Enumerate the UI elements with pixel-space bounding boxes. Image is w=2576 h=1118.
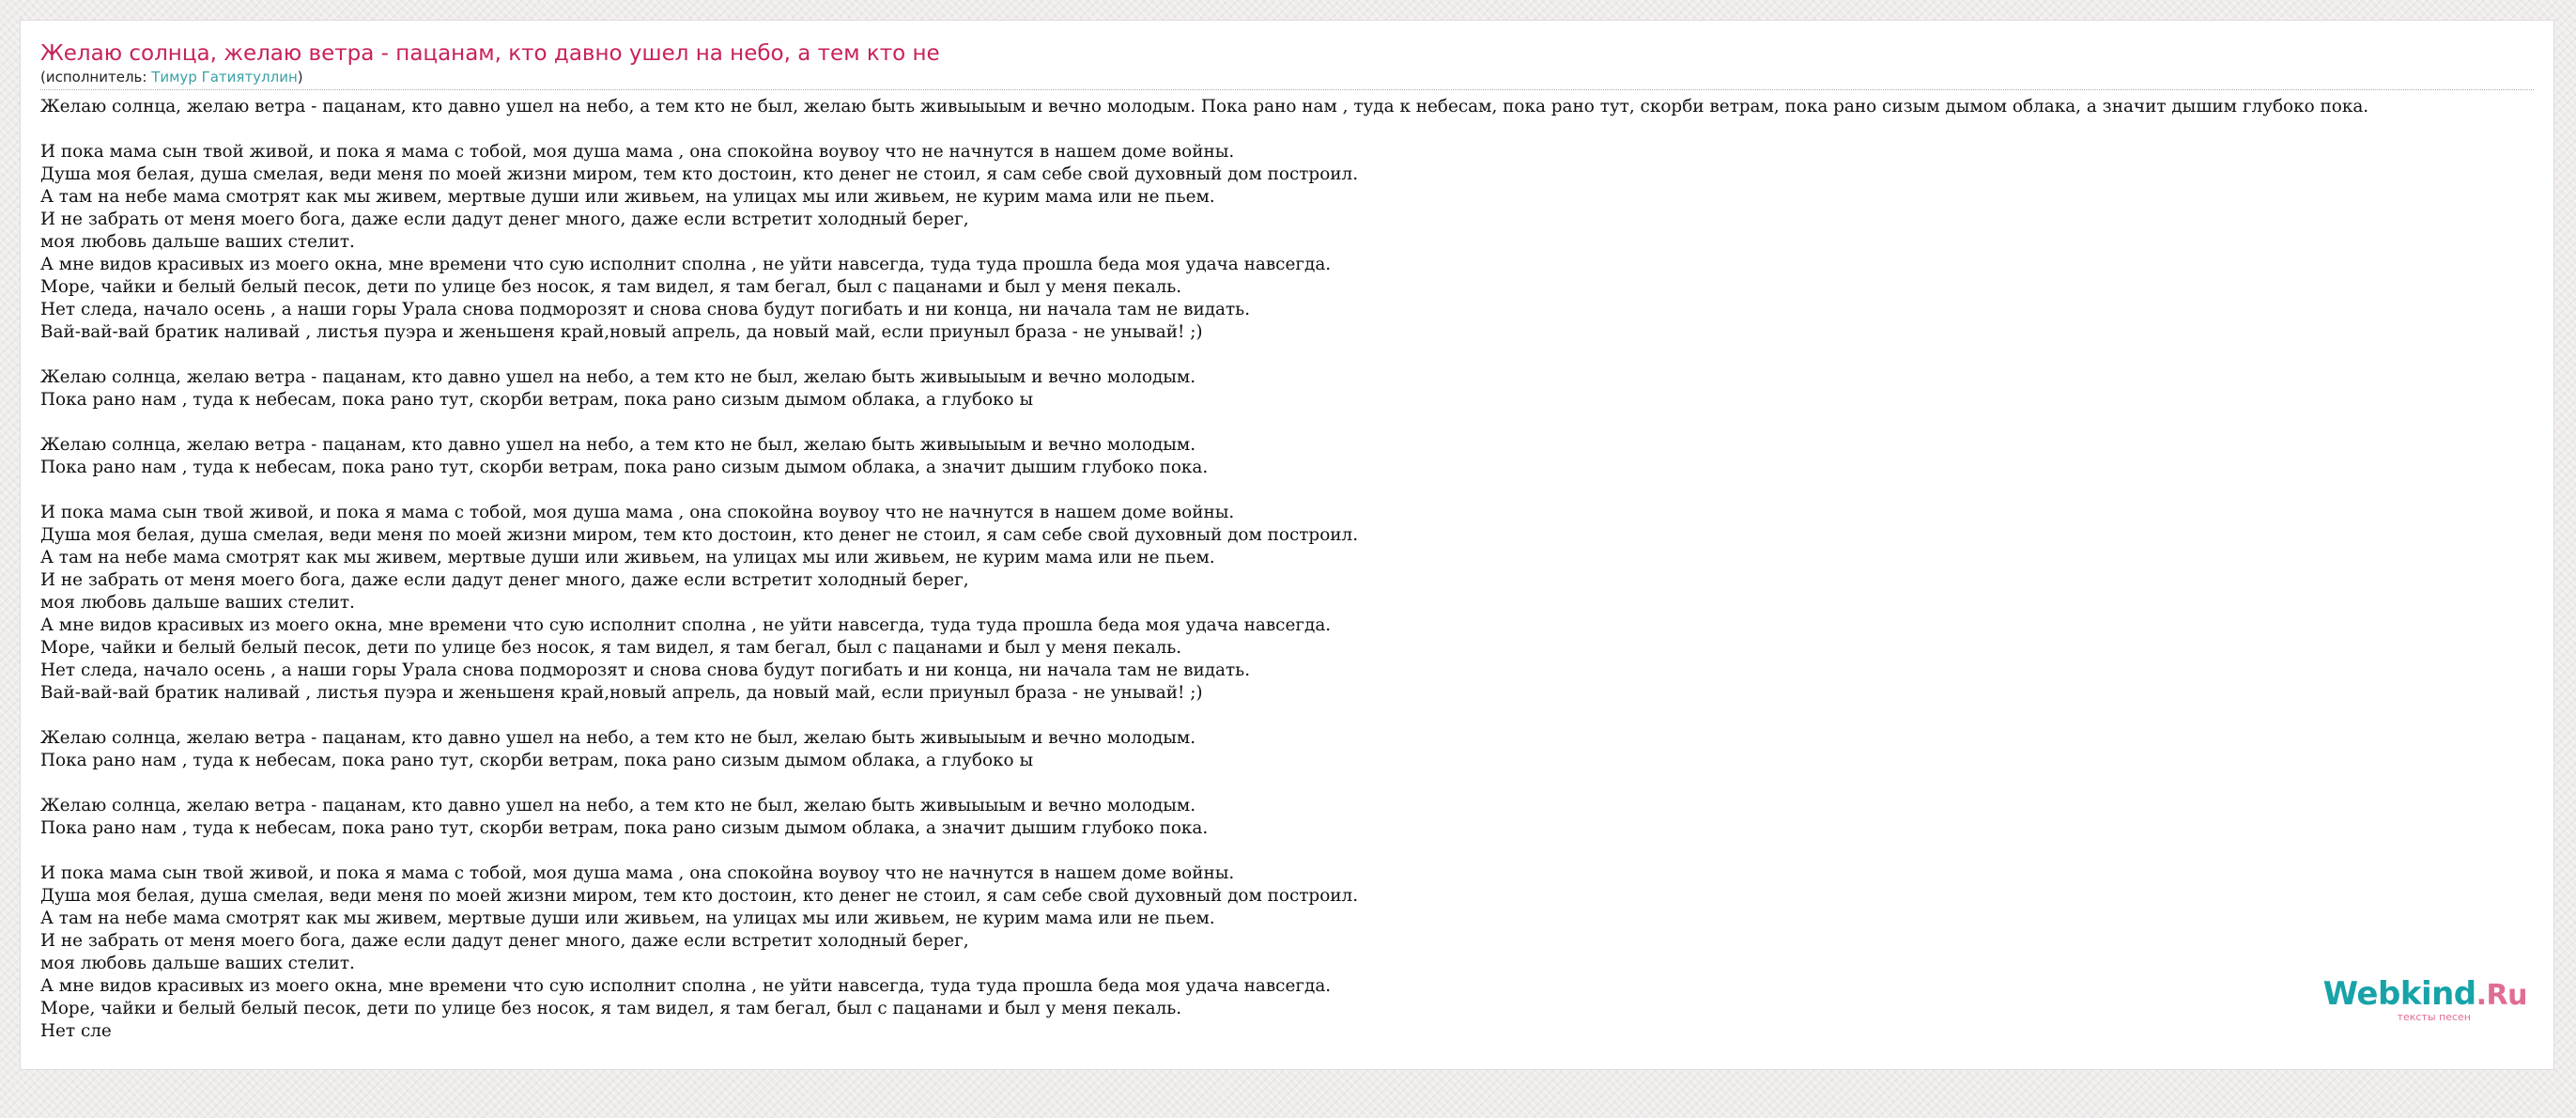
lyric-line: Пока рано нам , туда к небесам, пока рано тут, скорби ветрам, пока рано сизым дымом облака, а глубоко ы bbox=[40, 390, 1034, 410]
lyrics-card bbox=[20, 20, 2554, 1070]
lyric-line: А мне видов красивых из моего окна, мне времени что сую исполнит сполна , не уйти навсегда, туда туда прошла беда моя удача навсегда. bbox=[40, 976, 1332, 996]
lyric-line: И пока мама сын твой живой, и пока я мама с тобой, моя душа мама , она спокойна воувоу что не начнутся в нашем доме войны. bbox=[40, 503, 1235, 522]
lyric-line: Душа моя белая, душа смелая, веди меня по моей жизни миром, тем кто достоин, кто денег не стоил, я сам себе свой духовный дом построил. bbox=[40, 525, 1359, 545]
lyric-line: А мне видов красивых из моего окна, мне времени что сую исполнит сполна , не уйти навсегда, туда туда прошла беда моя удача навсегда. bbox=[40, 615, 1332, 635]
song-header bbox=[40, 39, 2534, 90]
lyric-line: И не забрать от меня моего бога, даже если дадут денег много, даже если встретит холодный берег, bbox=[40, 210, 969, 229]
artist-line bbox=[40, 68, 2534, 90]
site-logo[interactable] bbox=[2323, 977, 2527, 1022]
lyric-line: моя любовь дальше ваших стелит. bbox=[40, 954, 355, 973]
lyric-line: И пока мама сын твой живой, и пока я мама с тобой, моя душа мама , она спокойна воувоу что не начнутся в нашем доме войны. bbox=[40, 863, 1235, 883]
lyric-line: И не забрать от меня моего бога, даже если дадут денег много, даже если встретит холодный берег, bbox=[40, 570, 969, 590]
lyrics-text bbox=[40, 96, 2554, 1043]
artist-suffix: ) bbox=[297, 69, 303, 85]
logo-suffix: .Ru bbox=[2476, 979, 2527, 1012]
lyric-line: Душа моя белая, душа смелая, веди меня по моей жизни миром, тем кто достоин, кто денег не стоил, я сам себе свой духовный дом построил. bbox=[40, 886, 1359, 906]
logo-tagline: тексты песен bbox=[2397, 1011, 2471, 1023]
lyric-line: Желаю солнца, желаю ветра - пацанам, кто давно ушел на небо, а тем кто не был, желаю быть живыыыым и вечно молодым. bbox=[40, 796, 1196, 815]
song-title: Желаю солнца, желаю ветра - пацанам, кто давно ушел на небо, а тем кто не bbox=[40, 41, 940, 66]
lyric-line: Нет сле bbox=[40, 1021, 112, 1041]
lyric-line: И пока мама сын твой живой, и пока я мама с тобой, моя душа мама , она спокойна воувоу что не начнутся в нашем доме войны. bbox=[40, 142, 1235, 162]
lyric-line: Желаю солнца, желаю ветра - пацанам, кто давно ушел на небо, а тем кто не был, желаю быть живыыыым и вечно молодым. bbox=[40, 435, 1196, 455]
lyric-line: Вай-вай-вай братик наливай , листья пуэра и женьшеня край,новый апрель, да новый май, если приуныл браза - не унывай! ;) bbox=[40, 322, 1203, 342]
logo-main-text: Webkind bbox=[2322, 975, 2476, 1013]
lyric-line: Желаю солнца, желаю ветра - пацанам, кто давно ушел на небо, а тем кто не был, желаю быть живыыыым и вечно молодым. bbox=[40, 367, 1196, 387]
lyric-line: Пока рано нам , туда к небесам, пока рано тут, скорби ветрам, пока рано сизым дымом облака, а глубоко ы bbox=[40, 751, 1034, 770]
artist-link[interactable]: Тимур Гатиятуллин bbox=[151, 69, 298, 85]
lyric-line: А там на небе мама смотрят как мы живем, мертвые души или живьем, на улицах мы или живьем, не курим мама или не пьем. bbox=[40, 908, 1215, 928]
lyric-line: Желаю солнца, желаю ветра - пацанам, кто давно ушел на небо, а тем кто не был, желаю быть живыыыым и вечно молодым. bbox=[40, 728, 1196, 748]
lyric-line: моя любовь дальше ваших стелит. bbox=[40, 593, 355, 613]
lyric-line: Желаю солнца, желаю ветра - пацанам, кто давно ушел на небо, а тем кто не был, желаю быть живыыыым и вечно молодым. Пока рано нам , туда к небесам, пока рано тут, скорби ветрам, пока рано сизым дымом облака, а значит дышим глубоко пока. bbox=[40, 97, 2369, 116]
lyric-line: Нет следа, начало осень , а наши горы Урала снова подморозят и снова снова будут погибать и ни конца, ни начала там не видать. bbox=[40, 300, 1251, 319]
lyric-line: Пока рано нам , туда к небесам, пока рано тут, скорби ветрам, пока рано сизым дымом облака, а значит дышим глубоко пока. bbox=[40, 458, 1209, 477]
lyric-line: Нет следа, начало осень , а наши горы Урала снова подморозят и снова снова будут погибать и ни конца, ни начала там не видать. bbox=[40, 660, 1251, 680]
lyric-line: И не забрать от меня моего бога, даже если дадут денег много, даже если встретит холодный берег, bbox=[40, 931, 969, 951]
artist-prefix: (исполнитель: bbox=[40, 69, 152, 85]
lyric-line: Море, чайки и белый белый песок, дети по улице без носок, я там видел, я там бегал, был с пацанами и был у меня пекаль. bbox=[40, 999, 1182, 1018]
logo-wordmark bbox=[2323, 977, 2527, 1013]
lyric-line: А там на небе мама смотрят как мы живем, мертвые души или живьем, на улицах мы или живьем, не курим мама или не пьем. bbox=[40, 187, 1215, 207]
lyric-line: Пока рано нам , туда к небесам, пока рано тут, скорби ветрам, пока рано сизым дымом облака, а значит дышим глубоко пока. bbox=[40, 818, 1209, 838]
lyric-line: Море, чайки и белый белый песок, дети по улице без носок, я там видел, я там бегал, был с пацанами и был у меня пекаль. bbox=[40, 638, 1182, 658]
lyric-line: Вай-вай-вай братик наливай , листья пуэра и женьшеня край,новый апрель, да новый май, если приуныл браза - не унывай! ;) bbox=[40, 683, 1203, 703]
lyric-line: А там на небе мама смотрят как мы живем, мертвые души или живьем, на улицах мы или живьем, не курим мама или не пьем. bbox=[40, 548, 1215, 567]
lyric-line: Душа моя белая, душа смелая, веди меня по моей жизни миром, тем кто достоин, кто денег не стоил, я сам себе свой духовный дом построил. bbox=[40, 164, 1359, 184]
lyric-line: А мне видов красивых из моего окна, мне времени что сую исполнит сполна , не уйти навсегда, туда туда прошла беда моя удача навсегда. bbox=[40, 255, 1332, 274]
lyric-line: Море, чайки и белый белый песок, дети по улице без носок, я там видел, я там бегал, был с пацанами и был у меня пекаль. bbox=[40, 277, 1182, 297]
lyric-line: моя любовь дальше ваших стелит. bbox=[40, 232, 355, 252]
